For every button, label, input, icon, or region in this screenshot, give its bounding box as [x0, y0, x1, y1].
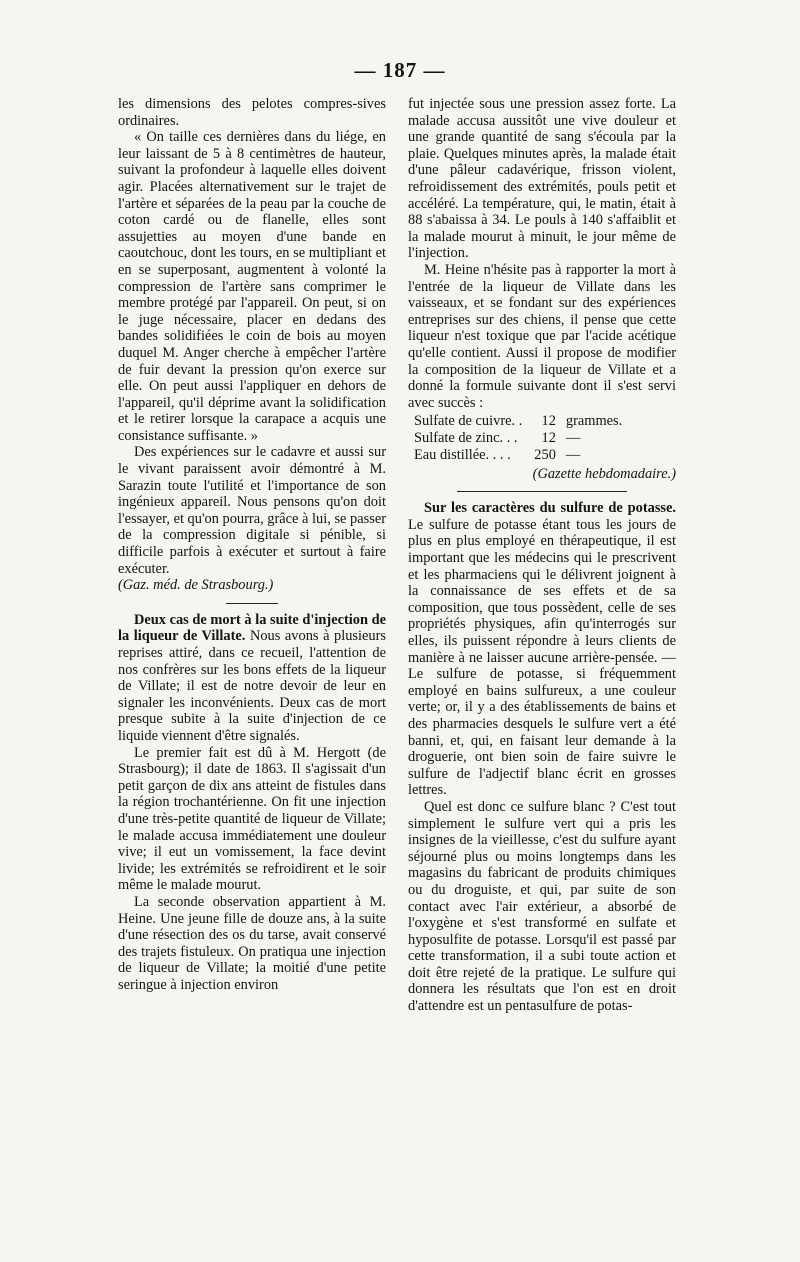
- formula-ingredient: Sulfate de cuivre. .: [414, 413, 523, 430]
- formula-quantity: 12: [541, 413, 556, 430]
- section-divider: [457, 491, 627, 492]
- right-column: [408, 96, 676, 1015]
- paragraph: M. Heine n'hésite pas à rapporter la mort à l'entrée de la liqueur de Villate dans les vaisseaux, et se fondant sur des expériences entreprises sur des chiens, il pense que cette liqueur n'est toxique que par l'acide acétique qu'elle contient. Aussi il propose de modifier la composition de la liqueur de Villate et a donné la formule suivante dont il s'est servi avec succès :: [408, 261, 676, 411]
- page-number: — 187 —: [354, 58, 446, 82]
- formula-unit: —: [565, 430, 581, 447]
- source-citation-text: (Gazette hebdomadaire.): [532, 465, 676, 482]
- formula-row: [414, 430, 626, 447]
- formula-ingredient: Eau distillée. . . .: [414, 446, 511, 463]
- source-citation: [408, 466, 676, 483]
- formula-row: [414, 447, 626, 464]
- paragraph: La seconde observation appartient à M. Heine. Une jeune fille de douze ans, à la suite d'une résection des os du tarse, avait conservé des trajets fistuleux. On pratiqua une injection de liqueur de Villate; la moitié d'une petite seringue à injection environ: [118, 893, 386, 993]
- paragraph: Le premier fait est dû à M. Hergott (de Strasbourg); il date de 1863. Il s'agissait d'un petit garçon de dix ans atteint de fistules dans la région trochantérienne. On fit une injection d'une très-petite quantité de liqueur de Villate; le malade accusa immédiatement une douleur vive; il eut un vomissement, la face devint livide; les extrémités se refroidirent et le soir même le malade mourut.: [118, 744, 386, 894]
- article: [118, 612, 386, 745]
- source-citation: [118, 577, 386, 594]
- source-citation-text: (Gaz. méd. de Strasbourg.): [118, 577, 274, 594]
- paragraph: Quel est donc ce sulfure blanc ? C'est tout simplement le sulfure vert qui a pris les insignes de la vieillesse, c'est du sulfure ayant séjourné plus ou moins longtemps dans les magasins du fabricant de produits chimiques ou du droguiste, et qui, par suite de son contact avec l'air extérieur, a absorbé de l'oxygène et s'est transformé en sulfate et hyposulfite de potasse. Lorsqu'il est passé par cette transformation, il a subi toute action et doit être rejeté de la pratique. Le sulfure qui donnera les résultats que l'on est en droit d'attendre est un pentasulfure de potas-: [408, 798, 676, 1015]
- paragraph: les dimensions des pelotes compres-sives ordinaires.: [118, 96, 386, 129]
- formula-table: [414, 413, 626, 463]
- formula-ingredient: Sulfate de zinc. . .: [414, 430, 518, 447]
- formula-quantity: 250: [534, 446, 556, 463]
- formula-row: [414, 413, 626, 430]
- paragraph: Le sulfure de potasse étant tous les jours de plus en plus employé en thérapeutique, il est important que les médecins qui le prescrivent et les pharmaciens qui le délivrent joignent à la connaissance de ses effets et de sa composition, que tous possèdent, celle de ses propriétés physiques, afin qu'interrogés sur elles, ils puissent répondre à leurs clients de manière à ne laisser aucune arrière-pensée. — Le sulfure de potasse, si fréquemment employé en bains sulfureux, a une couleur verte; or, il y a des établissements de bains et des pharmacies desquels le sulfure vert a été banni, et, qui, en faisant leur demande à la droguerie, ont bien soin de faire suivre le sulfure de l'adjectif blanc écrit en grosses lettres.: [408, 516, 676, 799]
- article-heading: Deux cas de mort à la suite d'injection de la liqueur de Villate.: [118, 611, 386, 645]
- formula-unit: —: [565, 446, 581, 463]
- formula-unit: grammes.: [565, 413, 623, 430]
- paragraph: Nous avons à plusieurs reprises attiré, dans ce recueil, l'attention de nos confrères sur les bons effets de la liqueur de Villate; il est de notre devoir de leur en signaler les inconvénients. Deux cas de mort presque subite à la suite d'injection de ce liquide viennent d'être signalés.: [118, 628, 386, 744]
- paragraph: Des expériences sur le cadavre et aussi sur le vivant paraissent avoir démontré à M. Sarazin toute l'utilité et l'importance de son ingénieux appareil. Nous pensons qu'on doit l'essayer, et qu'on pourra, grâce à lui, se passer de la compression digitale si pénible, si difficile parfois à exécuter et surtout à faire exécuter.: [118, 444, 386, 577]
- article-heading: Sur les caractères du sulfure de potasse.: [424, 500, 676, 517]
- article: [408, 500, 676, 799]
- paragraph: fut injectée sous une pression assez forte. La malade accusa aussitôt une vive douleur et une grande quantité de sang s'écoula par la plaie. Quelques minutes après, la malade était d'une pâleur cadavérique, frisson violent, refroidissement des extrémités, pouls petit et accéléré. La température, qui, le matin, était à 88 s'abaissa à 34. Le pouls à 140 s'affaiblit et la malade mourut à minuit, le jour même de l'injection.: [408, 96, 676, 262]
- left-column: [118, 96, 386, 993]
- paragraph: « On taille ces dernières dans du liége, en leur laissant de 5 à 8 centimètres de hauteur, suivant la profondeur à laquelle elles doivent agir. Placées alternativement sur le trajet de l'artère et séparées de la peau par la couche de coton cardé ou de flanelle, elles sont assujetties au moyen d'une bande en caoutchouc, dont les tours, en se multipliant et en se superposant, augmentent à volonté la compression de l'artère sans comprimer le membre protégé par l'appareil. On peut, si on le juge nécessaire, placer en dedans des bandes solidifiées le coin de bois au moyen duquel M. Anger cherche à empêcher l'artère de fuir devant la pression qu'on exerce sur elle. On peut aussi l'appliquer en dehors de l'appareil, qu'il déprime avant la solidification et le retirer lorsque la carapace a acquis une consistance suffisante. »: [118, 129, 386, 444]
- formula-quantity: 12: [541, 430, 556, 447]
- section-divider: [226, 603, 278, 604]
